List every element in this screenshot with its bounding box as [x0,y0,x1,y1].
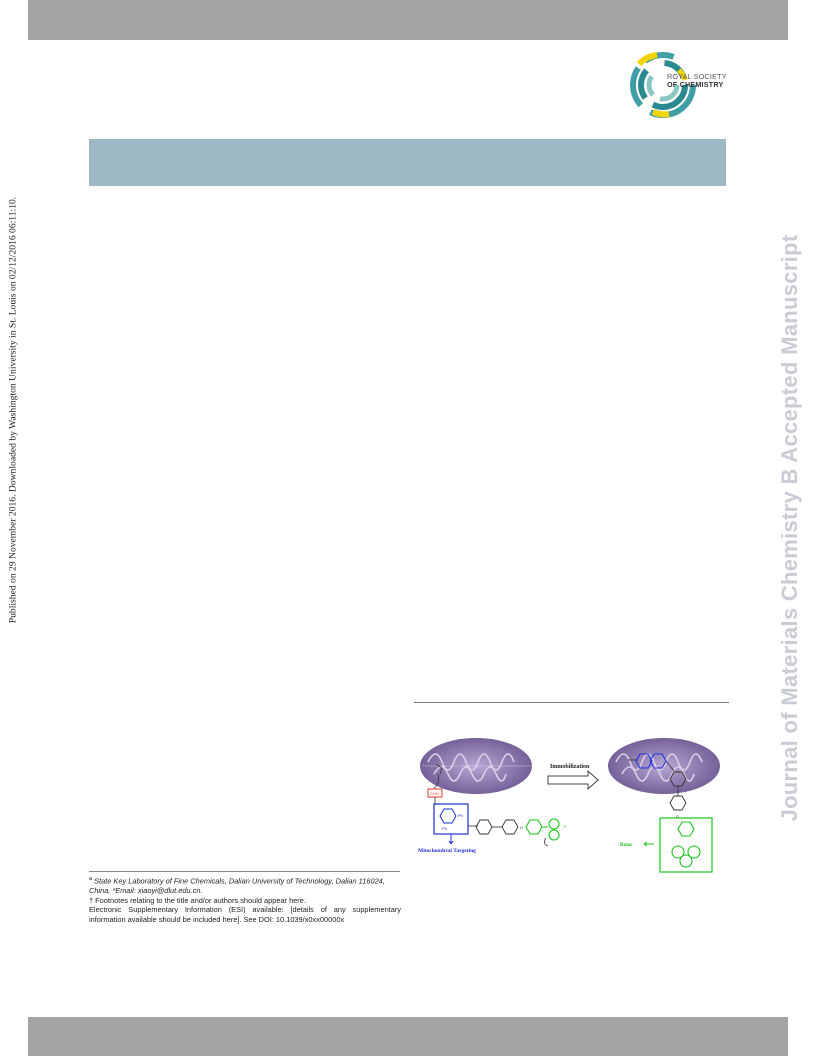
affiliation-footnote: $^a$ State Key Laboratory of Fine Chemicals, Dalian University of Technology, Dalian 116024, China, *Email: xiaoyi@dlut.edu.cn. [89,876,385,896]
dagger-footnote: † Footnotes relating to the title and/or authors should appear here. [89,895,306,905]
title-band [89,139,726,186]
rotor-box [660,818,712,872]
targeting-label: Mitochondrial Targeting [418,848,476,854]
svg-text:F: F [564,824,567,829]
svg-text:Ph: Ph [458,813,463,818]
footnotes [89,875,401,924]
immobilization-arrow [548,771,598,789]
rsc-logo-text: ROYAL SOCIETY OF CHEMISTRY [667,72,727,89]
rotor-label: Rotor [620,843,633,848]
svg-text:Ph: Ph [442,826,447,831]
scheme-figure [414,718,730,878]
esi-footnote: Electronic Supplementary Information (ESI) available: [details of any supplementary information available should be included here]. See DOI: 10.1039/x0xx00000x [89,905,401,924]
bottom-bar [28,1017,788,1056]
footnote-rule [89,871,400,872]
svg-text:O: O [520,825,524,830]
arrow-label: Immobilization [550,764,590,770]
svg-text:O: O [676,814,680,819]
figure-top-rule [414,702,729,703]
top-bar [28,0,788,40]
cho-tag: CHO [430,791,439,796]
